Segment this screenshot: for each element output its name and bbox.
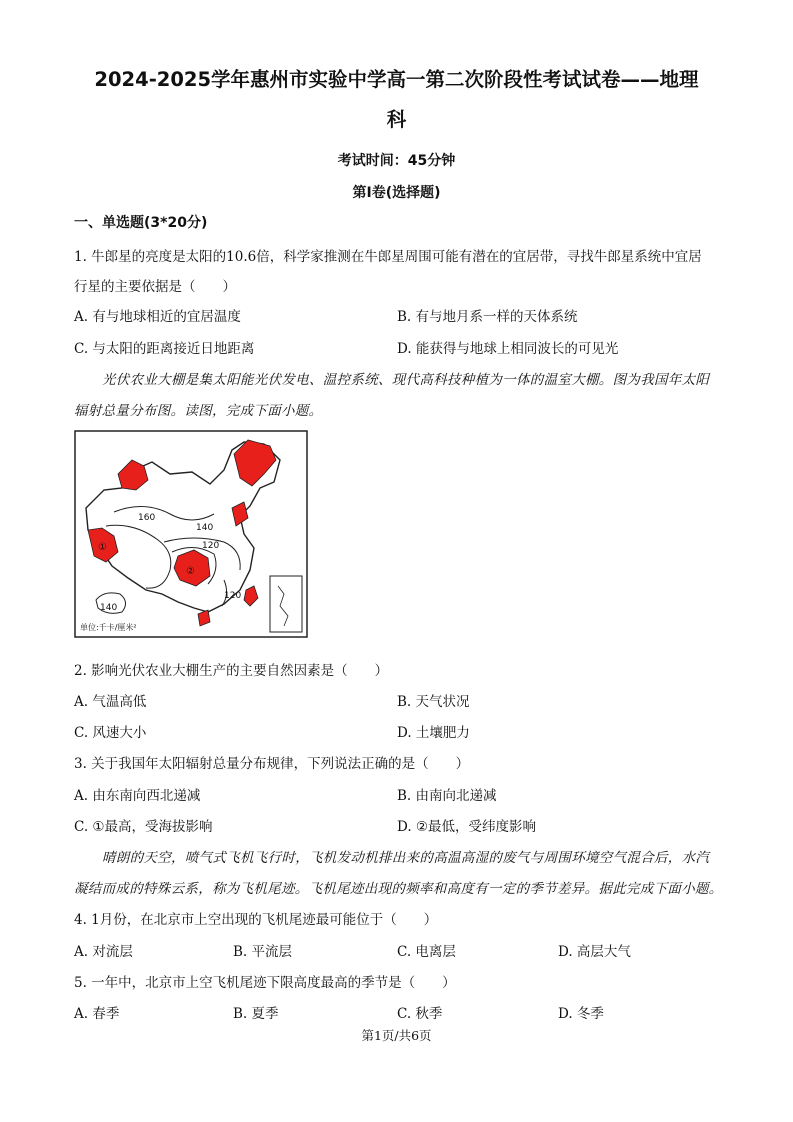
contour-label: 120 xyxy=(202,541,220,551)
question-4-option-c: C. 电离层 xyxy=(397,944,456,960)
page-title: 2024-2025学年惠州市实验中学高一第二次阶段性考试试卷——地理 xyxy=(94,68,699,91)
question-1-option-b: B. 有与地月系一样的天体系统 xyxy=(397,309,578,325)
question-3-stem: 3. 关于我国年太阳辐射总量分布规律，下列说法正确的是（ ） xyxy=(74,756,470,772)
question-5-option-b: B. 夏季 xyxy=(233,1006,279,1022)
contour-label: 140 xyxy=(196,523,214,533)
question-1-option-a: A. 有与地球相近的宜居温度 xyxy=(74,309,241,325)
question-2-option-c: C. 风速大小 xyxy=(74,725,147,741)
region-marker-1: ① xyxy=(98,542,107,553)
question-3-option-c: C. ①最高，受海拔影响 xyxy=(74,819,213,835)
question-2-option-a: A. 气温高低 xyxy=(74,694,147,710)
question-3-option-a: A. 由东南向西北递减 xyxy=(74,788,201,804)
question-1-stem-cont: 行星的主要依据是（ ） xyxy=(74,279,236,295)
map-legend: 单位:千卡/厘米² xyxy=(80,623,137,632)
question-5-option-a: A. 春季 xyxy=(74,1006,120,1022)
question-3-option-b: B. 由南向北递减 xyxy=(397,788,497,804)
question-4-option-a: A. 对流层 xyxy=(74,944,133,960)
question-2-option-b: B. 天气状况 xyxy=(397,694,470,710)
question-2-stem: 2. 影响光伏农业大棚生产的主要自然因素是（ ） xyxy=(74,663,389,679)
exam-time: 考试时间：45分钟 xyxy=(337,153,456,169)
passage-1-line-2: 辐射总量分布图。读图，完成下面小题。 xyxy=(74,403,323,419)
question-5-option-d: D. 冬季 xyxy=(558,1006,604,1022)
question-5-stem: 5. 一年中，北京市上空飞机尾迹下限高度最高的季节是（ ） xyxy=(74,975,456,991)
question-4-stem: 4. 1月份，在北京市上空出现的飞机尾迹最可能位于（ ） xyxy=(74,912,438,928)
question-1-option-c: C. 与太阳的距离接近日地距离 xyxy=(74,341,255,357)
contour-label: 160 xyxy=(138,513,156,523)
page-title-continued: 科 xyxy=(386,108,407,131)
question-5-option-c: C. 秋季 xyxy=(397,1006,443,1022)
region-marker-2: ② xyxy=(186,566,195,577)
volume-heading: 第Ⅰ卷(选择题) xyxy=(352,185,441,201)
page-number: 第1页/共6页 xyxy=(361,1028,432,1043)
question-4-option-d: D. 高层大气 xyxy=(558,944,631,960)
contour-label: 120 xyxy=(224,591,242,601)
question-3-option-d: D. ②最低，受纬度影响 xyxy=(397,819,537,835)
passage-2-line-2: 凝结而成的特殊云系，称为飞机尾迹。飞机尾迹出现的频率和高度有一定的季节差异。据此完成下面小题。 xyxy=(74,881,723,897)
question-2-option-d: D. 土壤肥力 xyxy=(397,725,470,741)
section-heading: 一、单选题(3*20分) xyxy=(74,215,208,231)
question-1-stem: 1. 牛郎星的亮度是太阳的10.6倍，科学家推测在牛郎星周围可能有潜在的宜居带，寻找牛郎星系统中宜居 xyxy=(74,249,702,265)
passage-2-line-1: 晴朗的天空，喷气式飞机飞行时，飞机发动机排出来的高温高湿的废气与周围环境空气混合后，水汽 xyxy=(102,850,710,866)
contour-label: 140 xyxy=(100,603,118,613)
passage-1-line-1: 光伏农业大棚是集太阳能光伏发电、温控系统、现代高科技种植为一体的温室大棚。图为我国年太阳 xyxy=(102,372,710,388)
question-1-option-d: D. 能获得与地球上相同波长的可见光 xyxy=(397,341,619,357)
question-4-option-b: B. 平流层 xyxy=(233,944,293,960)
china-solar-radiation-map xyxy=(74,430,308,638)
